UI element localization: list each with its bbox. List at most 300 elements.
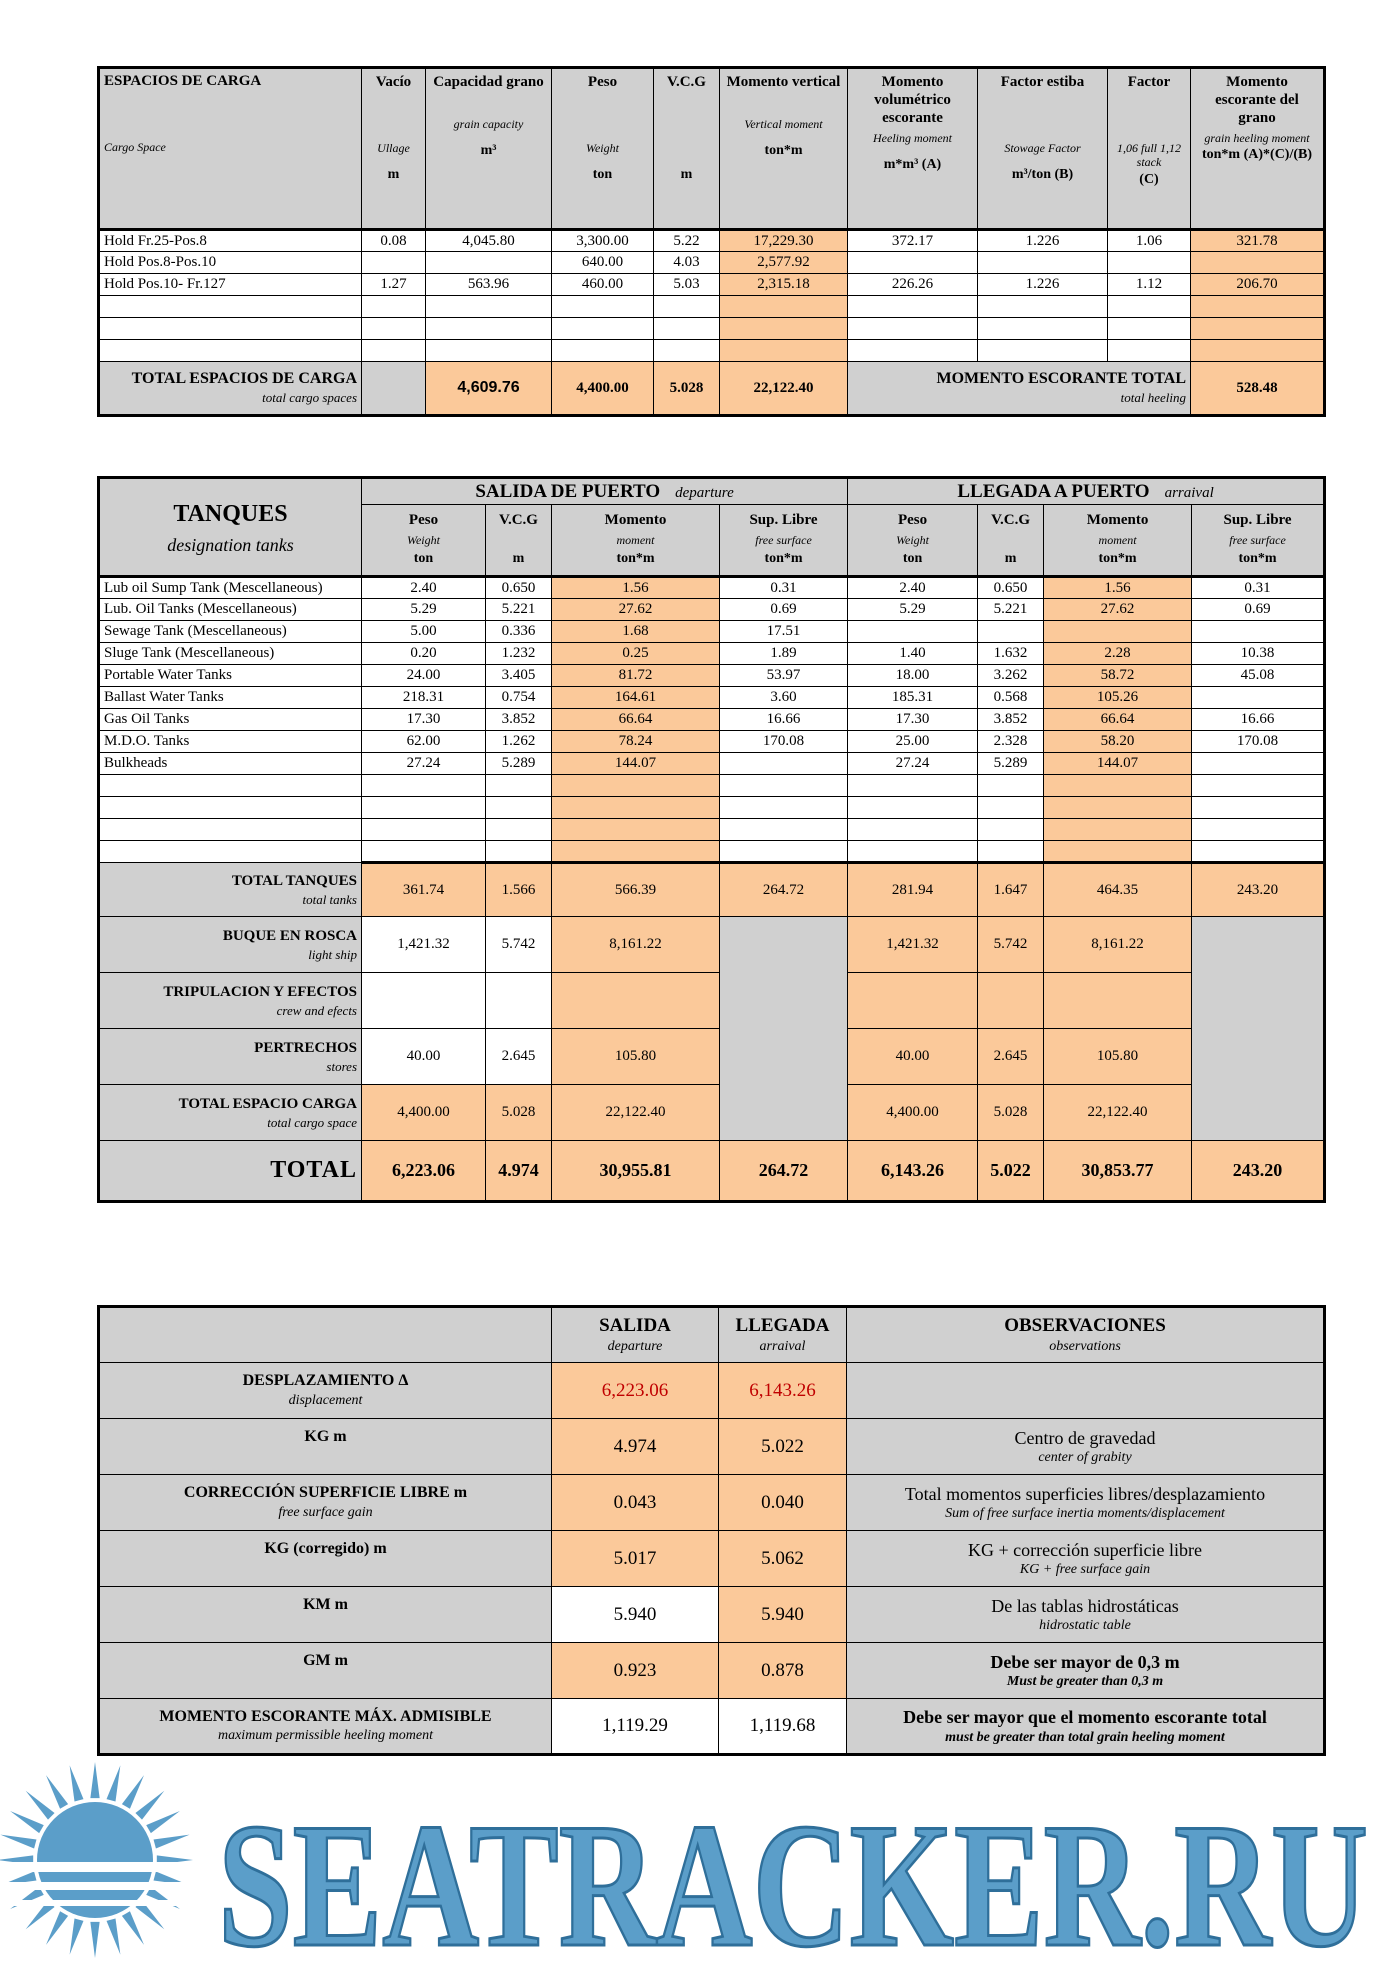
- cargo-cell: 1.06: [1108, 230, 1191, 252]
- stability-arrival: 5.022: [719, 1419, 847, 1475]
- tank-cell: [720, 819, 848, 841]
- tank-cell: 16.66: [1192, 709, 1325, 731]
- stability-departure: 6,223.06: [552, 1363, 719, 1419]
- summary-cell: 243.20: [1192, 863, 1325, 917]
- tank-cell: 2.328: [978, 731, 1044, 753]
- summary-cell: 464.35: [1044, 863, 1192, 917]
- sun-ray: [107, 1765, 121, 1801]
- summary-cell: 2.645: [978, 1029, 1044, 1085]
- tank-cell: 3.852: [486, 709, 552, 731]
- cargo-cell: [1191, 252, 1325, 274]
- tank-cell: 81.72: [552, 665, 720, 687]
- summary-cell: 8,161.22: [1044, 917, 1192, 973]
- tanks-table: [97, 476, 1326, 1203]
- summary-cell: 1,421.32: [362, 917, 486, 973]
- tank-cell: 58.72: [1044, 665, 1192, 687]
- cargo-cell: [978, 296, 1108, 318]
- cargo-cell: 1.27: [362, 274, 426, 296]
- tank-cell: [720, 841, 848, 863]
- cargo-total-empty: [362, 362, 426, 416]
- cargo-cell: 5.22: [654, 230, 720, 252]
- tank-cell: 1.232: [486, 643, 552, 665]
- tank-cell: 10.38: [1192, 643, 1325, 665]
- summary-cell: 281.94: [848, 863, 978, 917]
- summary-cell: 4,400.00: [848, 1085, 978, 1141]
- sun-ray: [146, 1811, 180, 1833]
- tank-row: [99, 775, 1325, 797]
- tank-cell: [362, 775, 486, 797]
- cargo-total-weight: 4,400.00: [552, 362, 654, 416]
- cargo-total-moment: 22,122.40: [720, 362, 848, 416]
- sun-ray: [135, 1791, 164, 1820]
- summary-cell: 5.028: [486, 1085, 552, 1141]
- tanks-summary-row: [99, 1029, 1325, 1085]
- tank-cell: 2.28: [1044, 643, 1192, 665]
- tank-cell: 1.68: [552, 621, 720, 643]
- cargo-cell: [1108, 252, 1191, 274]
- tank-cell: [362, 819, 486, 841]
- tank-cell: [552, 841, 720, 863]
- tank-name: Lub. Oil Tanks (Mescellaneous): [99, 599, 362, 621]
- cargo-space-name: [99, 340, 362, 362]
- tank-cell: 5.221: [486, 599, 552, 621]
- stability-departure: 0.923: [552, 1643, 719, 1699]
- tank-cell: [1044, 841, 1192, 863]
- watermark-text: SEATRACKER.RU: [218, 1786, 1368, 1965]
- summary-cell: 8,161.22: [552, 917, 720, 973]
- cargo-header-1: Vacío Ullage m: [362, 68, 426, 230]
- summary-label: TOTAL TANQUES total tanks: [99, 863, 362, 917]
- arr-col-header: Momento moment ton*m: [1044, 505, 1192, 577]
- stability-label: GM m: [99, 1643, 552, 1699]
- tank-name: Lub oil Sump Tank (Mescellaneous): [99, 577, 362, 599]
- cargo-cell: [362, 252, 426, 274]
- tank-cell: [1192, 775, 1325, 797]
- tank-cell: [720, 753, 848, 775]
- tank-name: [99, 775, 362, 797]
- tank-name: [99, 819, 362, 841]
- tank-cell: 16.66: [720, 709, 848, 731]
- summary-cell: [978, 973, 1044, 1029]
- tank-cell: [978, 841, 1044, 863]
- summary-cell: 40.00: [362, 1029, 486, 1085]
- tank-cell: 66.64: [1044, 709, 1192, 731]
- cargo-row: [99, 252, 1325, 274]
- tank-row: [99, 665, 1325, 687]
- cargo-cell: 206.70: [1191, 274, 1325, 296]
- cargo-space-name: [99, 318, 362, 340]
- tank-cell: 45.08: [1192, 665, 1325, 687]
- tank-cell: 27.62: [1044, 599, 1192, 621]
- tank-cell: [552, 819, 720, 841]
- summary-cell: 105.80: [552, 1029, 720, 1085]
- cargo-cell: [426, 252, 552, 274]
- summary-label: BUQUE EN ROSCA light ship: [99, 917, 362, 973]
- tank-cell: 1.40: [848, 643, 978, 665]
- tank-cell: 5.29: [848, 599, 978, 621]
- summary-label: TOTAL ESPACIO CARGA total cargo space: [99, 1085, 362, 1141]
- tank-cell: 2.40: [362, 577, 486, 599]
- tank-cell: 5.289: [978, 753, 1044, 775]
- cargo-cell: [848, 252, 978, 274]
- cargo-cell: 17,229.30: [720, 230, 848, 252]
- cargo-cell: [362, 296, 426, 318]
- tank-cell: [848, 621, 978, 643]
- stability-table: [97, 1305, 1326, 1756]
- tank-name: [99, 841, 362, 863]
- tanks-summary-row: [99, 1085, 1325, 1141]
- sun-ray: [26, 1791, 55, 1820]
- cargo-cell: 2,315.18: [720, 274, 848, 296]
- tank-cell: 17.51: [720, 621, 848, 643]
- tank-cell: 3.852: [978, 709, 1044, 731]
- tank-cell: [486, 797, 552, 819]
- cargo-cell: [1191, 296, 1325, 318]
- tank-name: Ballast Water Tanks: [99, 687, 362, 709]
- tank-cell: 0.568: [978, 687, 1044, 709]
- tank-cell: 1.89: [720, 643, 848, 665]
- sun-ray: [70, 1765, 84, 1801]
- cargo-cell: 372.17: [848, 230, 978, 252]
- stability-row: [99, 1587, 1325, 1643]
- tank-row: [99, 731, 1325, 753]
- cargo-cell: [362, 318, 426, 340]
- tanks-total-dep-fs: 264.72: [720, 1141, 848, 1202]
- tank-cell: 3.262: [978, 665, 1044, 687]
- tank-cell: [1044, 819, 1192, 841]
- tanks-total-arr-moment: 30,853.77: [1044, 1141, 1192, 1202]
- tank-cell: 1.632: [978, 643, 1044, 665]
- sun-ray: [154, 1835, 190, 1849]
- tank-cell: 170.08: [720, 731, 848, 753]
- cargo-row: [99, 340, 1325, 362]
- cargo-cell: 4,045.80: [426, 230, 552, 252]
- stability-label: KG (corregido) m: [99, 1531, 552, 1587]
- summary-label: TRIPULACION Y EFECTOS crew and efects: [99, 973, 362, 1029]
- tank-cell: 5.289: [486, 753, 552, 775]
- cargo-header-3: Peso Weight ton: [552, 68, 654, 230]
- tank-row: [99, 577, 1325, 599]
- cargo-cell: 2,577.92: [720, 252, 848, 274]
- tank-row: [99, 643, 1325, 665]
- tanks-departure-header: SALIDA DE PUERTO departure: [362, 478, 848, 505]
- cargo-cell: 226.26: [848, 274, 978, 296]
- summary-cell: 105.80: [1044, 1029, 1192, 1085]
- tanks-body: [99, 577, 1325, 863]
- stability-row: [99, 1419, 1325, 1475]
- stability-header-llegada: LLEGADA arraival: [719, 1307, 847, 1363]
- seatracker-logo: [0, 1760, 1388, 1965]
- cargo-cell: [552, 340, 654, 362]
- tank-cell: [552, 797, 720, 819]
- stability-observation: [847, 1363, 1325, 1419]
- tank-cell: 0.650: [978, 577, 1044, 599]
- tank-cell: [1192, 797, 1325, 819]
- tank-cell: 185.31: [848, 687, 978, 709]
- stability-label: KG m: [99, 1419, 552, 1475]
- cargo-cell: [362, 340, 426, 362]
- summary-cell: 40.00: [848, 1029, 978, 1085]
- summary-cell: 361.74: [362, 863, 486, 917]
- tank-name: M.D.O. Tanks: [99, 731, 362, 753]
- tank-cell: [552, 775, 720, 797]
- cargo-cell: 640.00: [552, 252, 654, 274]
- sun-ray: [46, 1775, 68, 1809]
- stability-arrival: 0.878: [719, 1643, 847, 1699]
- stability-header-salida: SALIDA departure: [552, 1307, 719, 1363]
- tank-row: [99, 599, 1325, 621]
- cargo-cell: [848, 340, 978, 362]
- tank-cell: 0.25: [552, 643, 720, 665]
- cargo-cell: 3,300.00: [552, 230, 654, 252]
- cargo-cell: [654, 340, 720, 362]
- cargo-header-6: Momento volumétrico escorante Heeling moment m*m³ (A): [848, 68, 978, 230]
- tank-cell: 0.20: [362, 643, 486, 665]
- summary-cell: 5.028: [978, 1085, 1044, 1141]
- cargo-space-name: Hold Pos.10- Fr.127: [99, 274, 362, 296]
- tanks-total-arr-vcg: 5.022: [978, 1141, 1044, 1202]
- tank-row: [99, 753, 1325, 775]
- cargo-cell: 0.08: [362, 230, 426, 252]
- sun-ray: [46, 1911, 68, 1945]
- tanks-title-cell: TANQUES designation tanks: [99, 478, 362, 577]
- tank-cell: [486, 819, 552, 841]
- cargo-cell: [654, 296, 720, 318]
- stability-departure: 5.017: [552, 1531, 719, 1587]
- cargo-space-name: Hold Fr.25-Pos.8: [99, 230, 362, 252]
- stability-row: [99, 1531, 1325, 1587]
- tank-cell: 27.24: [362, 753, 486, 775]
- cargo-header-8: Factor 1,06 full 1,12 stack (C): [1108, 68, 1191, 230]
- dep-col-header: Sup. Libre free surface ton*m: [720, 505, 848, 577]
- tank-name: Gas Oil Tanks: [99, 709, 362, 731]
- cargo-space-name: [99, 296, 362, 318]
- tank-row: [99, 709, 1325, 731]
- cargo-cell: [978, 318, 1108, 340]
- tank-cell: 5.221: [978, 599, 1044, 621]
- stability-header-obs: OBSERVACIONES observations: [847, 1307, 1325, 1363]
- sun-ray: [90, 1922, 99, 1958]
- sun-icon: [0, 1762, 210, 1958]
- cargo-cell: [720, 296, 848, 318]
- tank-cell: 3.405: [486, 665, 552, 687]
- summary-grey-block: [720, 917, 848, 1141]
- dep-col-header: V.C.G m: [486, 505, 552, 577]
- summary-cell: [486, 973, 552, 1029]
- sun-ray: [0, 1835, 36, 1849]
- summary-cell: 566.39: [552, 863, 720, 917]
- tank-cell: 170.08: [1192, 731, 1325, 753]
- tank-cell: [1192, 841, 1325, 863]
- tank-cell: [978, 797, 1044, 819]
- stability-arrival: 1,119.68: [719, 1699, 847, 1755]
- tank-cell: 5.00: [362, 621, 486, 643]
- stability-arrival: 5.062: [719, 1531, 847, 1587]
- stability-observation: Debe ser mayor que el momento escorante total must be greater than total grain heeling moment: [847, 1699, 1325, 1755]
- summary-cell: 22,122.40: [552, 1085, 720, 1141]
- dep-col-header: Peso Weight ton: [362, 505, 486, 577]
- stability-row: [99, 1363, 1325, 1419]
- sun-ray: [90, 1762, 99, 1798]
- tank-cell: [362, 841, 486, 863]
- tanks-summary: [99, 863, 1325, 1141]
- tank-cell: [486, 775, 552, 797]
- cargo-cell: [848, 318, 978, 340]
- tank-cell: 53.97: [720, 665, 848, 687]
- cargo-cell: [552, 318, 654, 340]
- tank-name: Portable Water Tanks: [99, 665, 362, 687]
- stability-label: CORRECCIÓN SUPERFICIE LIBRE m free surface gain: [99, 1475, 552, 1531]
- stability-row: [99, 1475, 1325, 1531]
- tank-cell: 218.31: [362, 687, 486, 709]
- stability-departure: 1,119.29: [552, 1699, 719, 1755]
- tank-cell: 144.07: [552, 753, 720, 775]
- cargo-cell: [426, 318, 552, 340]
- cargo-cell: 5.03: [654, 274, 720, 296]
- cargo-row: [99, 230, 1325, 252]
- stability-row: [99, 1699, 1325, 1755]
- cargo-header-2: Capacidad grano grain capacity m³: [426, 68, 552, 230]
- tank-cell: [1044, 797, 1192, 819]
- tanks-total-dep-moment: 30,955.81: [552, 1141, 720, 1202]
- tank-cell: 1.56: [552, 577, 720, 599]
- tanks-summary-row: [99, 973, 1325, 1029]
- stability-body: [99, 1363, 1325, 1755]
- cargo-row: [99, 318, 1325, 340]
- tank-cell: [720, 797, 848, 819]
- sun-ray: [10, 1811, 44, 1833]
- tank-cell: 66.64: [552, 709, 720, 731]
- stability-observation: Debe ser mayor de 0,3 m Must be greater than 0,3 m: [847, 1643, 1325, 1699]
- tank-cell: [978, 819, 1044, 841]
- summary-cell: 1,421.32: [848, 917, 978, 973]
- cargo-cell: [1108, 318, 1191, 340]
- tank-cell: 105.26: [1044, 687, 1192, 709]
- cargo-cell: [426, 340, 552, 362]
- cargo-total-capacity: 4,609.76: [426, 362, 552, 416]
- tank-cell: 17.30: [362, 709, 486, 731]
- stability-departure: 0.043: [552, 1475, 719, 1531]
- tank-cell: 0.754: [486, 687, 552, 709]
- tank-cell: 3.60: [720, 687, 848, 709]
- tank-cell: 62.00: [362, 731, 486, 753]
- cargo-cell: 563.96: [426, 274, 552, 296]
- cargo-total-heel-label: MOMENTO ESCORANTE TOTAL total heeling: [848, 362, 1191, 416]
- summary-cell: 22,122.40: [1044, 1085, 1192, 1141]
- cargo-total-vcg: 5.028: [654, 362, 720, 416]
- tank-cell: [848, 841, 978, 863]
- tank-cell: [1044, 775, 1192, 797]
- tank-cell: [1044, 621, 1192, 643]
- tank-row: [99, 819, 1325, 841]
- cargo-body: [99, 230, 1325, 362]
- stability-departure: 4.974: [552, 1419, 719, 1475]
- tanks-summary-row: [99, 917, 1325, 973]
- summary-cell: 264.72: [720, 863, 848, 917]
- stability-observation: Total momentos superficies libres/desplazamiento Sum of free surface inertia moments/displacement: [847, 1475, 1325, 1531]
- summary-cell: [362, 973, 486, 1029]
- cargo-header-4: V.C.G m: [654, 68, 720, 230]
- cargo-cell: [1108, 340, 1191, 362]
- tank-cell: 144.07: [1044, 753, 1192, 775]
- tanks-total-row: [99, 1141, 1325, 1202]
- tank-cell: [1192, 687, 1325, 709]
- tank-cell: 24.00: [362, 665, 486, 687]
- tanks-total-arr-weight: 6,143.26: [848, 1141, 978, 1202]
- tank-cell: 0.31: [720, 577, 848, 599]
- tank-cell: 1.56: [1044, 577, 1192, 599]
- cargo-cell: 4.03: [654, 252, 720, 274]
- cargo-cell: [720, 340, 848, 362]
- tank-row: [99, 797, 1325, 819]
- summary-cell: 2.645: [486, 1029, 552, 1085]
- cargo-cell: [426, 296, 552, 318]
- tank-cell: 0.650: [486, 577, 552, 599]
- sun-ray: [70, 1919, 84, 1955]
- cargo-cell: [848, 296, 978, 318]
- cargo-cell: [1191, 340, 1325, 362]
- cargo-row: [99, 274, 1325, 296]
- sun-ray: [122, 1911, 144, 1945]
- tank-name: Bulkheads: [99, 753, 362, 775]
- tank-name: Sewage Tank (Mescellaneous): [99, 621, 362, 643]
- cargo-cell: [654, 318, 720, 340]
- tank-cell: 0.69: [720, 599, 848, 621]
- stability-label: KM m: [99, 1587, 552, 1643]
- tank-cell: [1192, 621, 1325, 643]
- tank-cell: 27.24: [848, 753, 978, 775]
- stability-header-row: [99, 1307, 1325, 1363]
- tank-cell: 0.69: [1192, 599, 1325, 621]
- tanks-total-dep-weight: 6,223.06: [362, 1141, 486, 1202]
- stability-observation: De las tablas hidrostáticas hidrostatic table: [847, 1587, 1325, 1643]
- summary-cell: [1044, 973, 1192, 1029]
- tank-cell: 17.30: [848, 709, 978, 731]
- tank-cell: 0.336: [486, 621, 552, 643]
- cargo-total-row: [99, 362, 1325, 416]
- arr-col-header: Sup. Libre free surface ton*m: [1192, 505, 1325, 577]
- tank-cell: [848, 819, 978, 841]
- tank-cell: 78.24: [552, 731, 720, 753]
- tank-cell: [1192, 753, 1325, 775]
- sun-ray: [107, 1919, 121, 1955]
- cargo-cell: [720, 318, 848, 340]
- tank-cell: [978, 775, 1044, 797]
- tank-cell: 1.262: [486, 731, 552, 753]
- tanks-summary-row: [99, 863, 1325, 917]
- sun-ray: [122, 1775, 144, 1809]
- cargo-cell: [1108, 296, 1191, 318]
- summary-cell: [552, 973, 720, 1029]
- tank-cell: 164.61: [552, 687, 720, 709]
- cargo-cell: 460.00: [552, 274, 654, 296]
- stability-arrival: 0.040: [719, 1475, 847, 1531]
- summary-cell: 5.742: [486, 917, 552, 973]
- tank-cell: [1192, 819, 1325, 841]
- arr-col-header: V.C.G m: [978, 505, 1044, 577]
- tank-row: [99, 621, 1325, 643]
- tank-cell: [978, 621, 1044, 643]
- tank-row: [99, 841, 1325, 863]
- cargo-header-5: Momento vertical Vertical moment ton*m: [720, 68, 848, 230]
- cargo-header-row: [99, 68, 1325, 230]
- tank-cell: 5.29: [362, 599, 486, 621]
- stability-observation: KG + corrección superficie libre KG + free surface gain: [847, 1531, 1325, 1587]
- summary-cell: 4,400.00: [362, 1085, 486, 1141]
- stability-header-empty: [99, 1307, 552, 1363]
- stability-observation: Centro de gravedad center of grabity: [847, 1419, 1325, 1475]
- tank-cell: [362, 797, 486, 819]
